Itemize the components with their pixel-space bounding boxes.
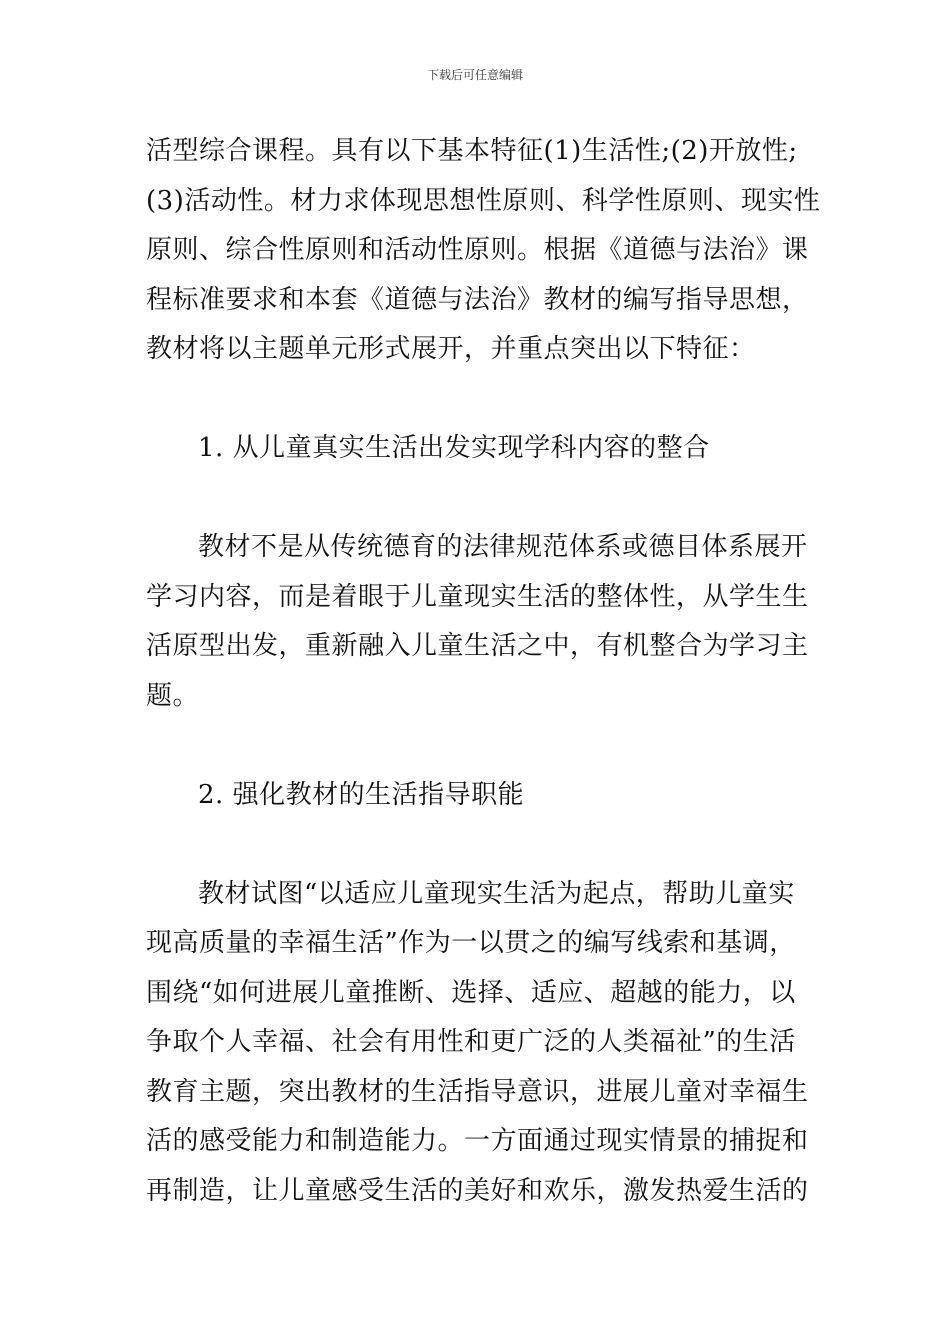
blank-line [146,474,808,524]
text-line: 题。 [146,680,200,711]
blank-line [146,375,808,425]
text-line: 活原型出发，重新融入儿童生活之中，有机整合为学习主 [146,631,809,661]
document-body [146,127,821,1216]
text-line: 教育主题，突出教材的生活指导意识，进展儿童对幸福生 [146,1076,809,1107]
text-line: 学习内容，而是着眼于儿童现实生活的整体性，从学生生 [146,581,809,612]
text-line: 活的感受能力和制造能力。一方面通过现实情景的捕捉和 [146,1126,809,1156]
section-heading-1: 1. 从儿童真实生活出发实现学科内容的整合 [198,433,710,463]
section-heading-2: 2. 强化教材的生活指导职能 [198,779,525,810]
blank-line [146,820,808,870]
header-note: 下载后可任意编辑 [426,68,523,82]
text-line: 围绕“如何进展儿童推断、选择、适应、超越的能力，以 [146,977,796,1008]
text-line: 再制造，让儿童感受生活的美好和欢乐，激发热爱生活的 [146,1175,809,1206]
text-line: 现高质量的幸福生活”作为一以贯之的编写线索和基调， [146,928,796,958]
paragraph-section-1 [146,523,808,721]
blank-line [146,721,808,771]
text-line: 教材将以主题单元形式展开，并重点突出以下特征： [146,334,756,364]
text-line: 原则、综合性原则和活动性原则。根据《道德与法治》课 [146,235,809,265]
paragraph-section-2 [146,870,808,1217]
text-line: 教材不是从传统德育的法律规范体系或德目体系展开 [198,532,808,562]
text-line: 争取个人幸福、社会有用性和更广泛的人类福祉”的生活 [146,1027,796,1057]
text-line: 教材试图“以适应儿童现实生活为起点，帮助儿童实 [198,878,795,909]
text-line: (3)活动性。材力求体现思想性原则、科学性原则、现实性 [146,185,821,216]
text-line: 活型综合课程。具有以下基本特征(1)生活性;(2)开放性; [146,136,798,166]
paragraph-features-intro [146,127,821,375]
text-line: 程标准要求和本套《道德与法治》教材的编写指导思想， [146,284,809,315]
